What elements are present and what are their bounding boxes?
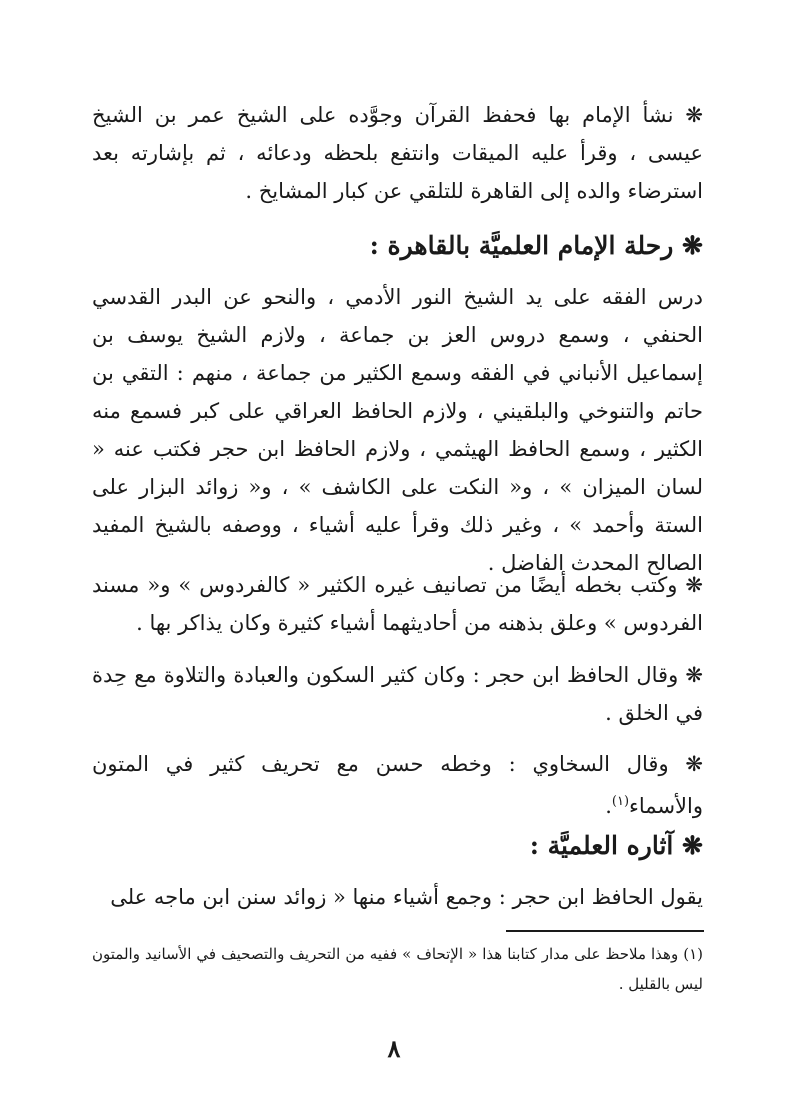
footnote-reference: (١)	[611, 794, 630, 809]
sakhawi-quote-end: .	[605, 794, 612, 818]
paragraph-writings: ❋ وكتب بخطه أيضًا من تصانيف غيره الكثير « كالفردوس » و« مسند الفردوس » وعلق بذهنه من أحاديثهما أشياء كثيرة وكان يذاكر بها .	[92, 573, 703, 635]
paragraph-sakhawi-quote	[92, 745, 703, 825]
footnote-text: (١) وهذا ملاحظ على مدار كتابنا هذا « الإتحاف » ففيه من التحريف والتصحيف في الأسانيد والمتون ليس بالقليل .	[92, 945, 703, 993]
paragraph-teachers: درس الفقه على يد الشيخ النور الأدمي ، والنحو عن البدر القدسي الحنفي ، وسمع دروس العز بن جماعة ، ولازم الشيخ يوسف بن إسماعيل الأنباني في الفقه وسمع الكثير من جماعة ، منهم : التقي بن حاتم والتنوخي والبلقيني ، ولازم الحافظ العراقي على كبر فسمع منه الكثير ، وسمع الحافظ الهيثمي ، ولازم الحافظ ابن حجر فكتب عنه « لسان الميزان » ، و« النكت على الكاشف » ، و« زوائد البزار على الستة وأحمد » ، وغير ذلك وقرأ عليه أشياء ، ووصفه بالشيخ المفيد الصالح المحدث الفاضل .	[92, 285, 703, 575]
paragraph-upbringing: ❋ نشأ الإمام بها فحفظ القرآن وجوَّده على الشيخ عمر بن الشيخ عيسى ، وقرأ عليه الميقات وانتفع بلحظه ودعائه ، ثم بإشارته بعد استرضاء والده إلى القاهرة للتلقي عن كبار المشايخ .	[92, 103, 703, 203]
footnote-divider	[506, 930, 704, 932]
heading-journey-cairo: ❋ رحلة الإمام العلميَّة بالقاهرة :	[369, 231, 703, 260]
paragraph-works: يقول الحافظ ابن حجر : وجمع أشياء منها « زوائد سنن ابن ماجه على	[110, 885, 703, 909]
page-number: ٨	[387, 1034, 401, 1063]
sakhawi-quote-text: ❋ وقال السخاوي : وخطه حسن مع تحريف كثير في المتون والأسماء	[92, 752, 703, 818]
paragraph-ibn-hajar-quote: ❋ وقال الحافظ ابن حجر : وكان كثير السكون والعبادة والتلاوة مع حِدة في الخلق .	[92, 663, 703, 725]
heading-scholarly-works: ❋ آثاره العلميَّة :	[529, 831, 703, 860]
